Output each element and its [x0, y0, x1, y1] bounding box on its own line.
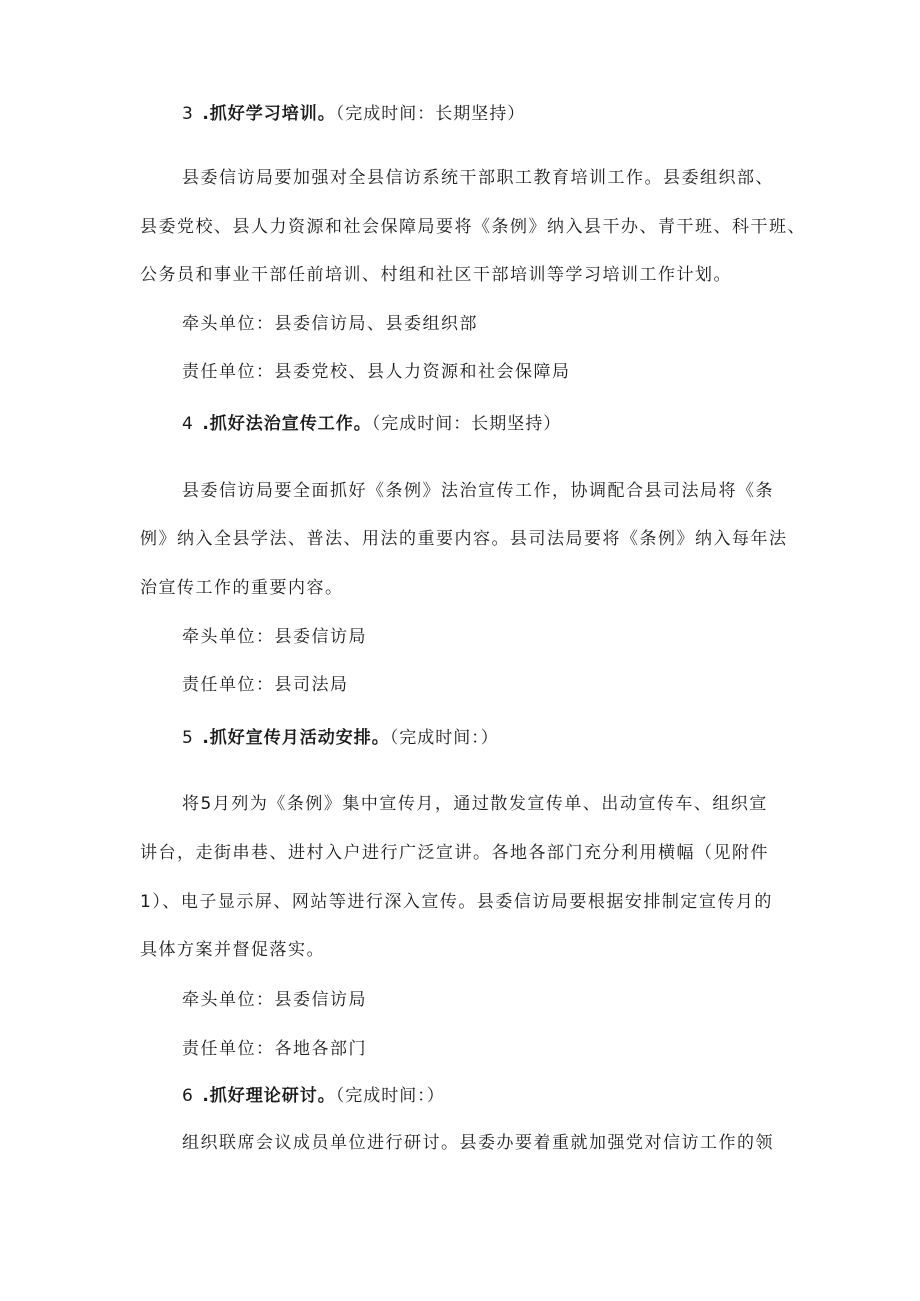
responsible-unit-line [182, 359, 832, 385]
section-number: 5 [182, 728, 195, 748]
section-number: 3 [182, 104, 195, 124]
lead-unit-line [182, 311, 832, 337]
section-3-heading [182, 101, 832, 127]
completion-time-note: （完成时间：长期坚持） [371, 414, 562, 434]
paragraph-line: 公务员和事业干部任前培训、村组和社区干部培训等学习培训工作计划。 [140, 265, 732, 285]
paragraph-line: 1）、电子显示屏、网站等进行深入宣传。县委信访局要根据安排制定宣传月的 [140, 892, 773, 912]
paragraph-line: 县委党校、县人力资源和社会保障局要将《条例》纳入县干办、青干班、科干班、 [140, 217, 806, 237]
lead-unit-label: 牵头单位： [182, 314, 275, 334]
section-number: 4 [182, 414, 195, 434]
section-5-heading [182, 725, 832, 751]
paragraph-line: 治宣传工作的重要内容。 [140, 578, 344, 598]
paragraph-line: 例》纳入全县学法、普法、用法的重要内容。县司法局要将《条例》纳入每年法 [140, 529, 788, 549]
responsible-unit-label: 责任单位： [182, 675, 275, 695]
paragraph-line: 县委信访局要全面抓好《条例》法治宣传工作，协调配合县司法局将《条 [182, 481, 774, 501]
paragraph-line: 讲台，走街串巷、进村入户进行广泛宣讲。各地各部门充分利用横幅（见附件 [140, 843, 769, 863]
paragraph-line: 具体方案并督促落实。 [140, 940, 325, 960]
lead-unit-line [182, 624, 832, 650]
responsible-unit-label: 责任单位： [182, 362, 275, 382]
paragraph-line: 组织联席会议成员单位进行研讨。县委办要着重就加强党对信访工作的领 [182, 1133, 774, 1153]
lead-unit-line [182, 987, 832, 1013]
lead-unit-value: 县委信访局 [274, 627, 367, 647]
responsible-unit-value: 县司法局 [274, 675, 349, 695]
section-title: .抓好理论研讨。 [202, 1086, 336, 1106]
completion-time-note: （完成时间：） [335, 1086, 445, 1106]
paragraph-line: 县委信访局要加强对全县信访系统干部职工教育培训工作。县委组织部、 [182, 168, 774, 188]
section-title: .抓好宣传月活动安排。 [202, 728, 390, 748]
responsible-unit-value: 各地各部门 [274, 1039, 367, 1059]
paragraph-line: 将5月列为《条例》集中宣传月，通过散发宣传单、出动宣传车、组织宣 [182, 794, 768, 814]
completion-time-note: （完成时间：长期坚持） [335, 104, 526, 124]
responsible-unit-line [182, 672, 832, 698]
section-title: .抓好法治宣传工作。 [202, 414, 372, 434]
responsible-unit-label: 责任单位： [182, 1039, 275, 1059]
lead-unit-label: 牵头单位： [182, 627, 275, 647]
responsible-unit-value: 县委党校、县人力资源和社会保障局 [274, 362, 571, 382]
section-title: .抓好学习培训。 [202, 104, 336, 124]
responsible-unit-line [182, 1036, 832, 1062]
lead-unit-value: 县委信访局、县委组织部 [274, 314, 478, 334]
lead-unit-value: 县委信访局 [274, 990, 367, 1010]
lead-unit-label: 牵头单位： [182, 990, 275, 1010]
section-number: 6 [182, 1086, 195, 1106]
section-6-heading [182, 1083, 832, 1109]
section-4-heading [182, 411, 832, 437]
completion-time-note: （完成时间：） [389, 728, 499, 748]
